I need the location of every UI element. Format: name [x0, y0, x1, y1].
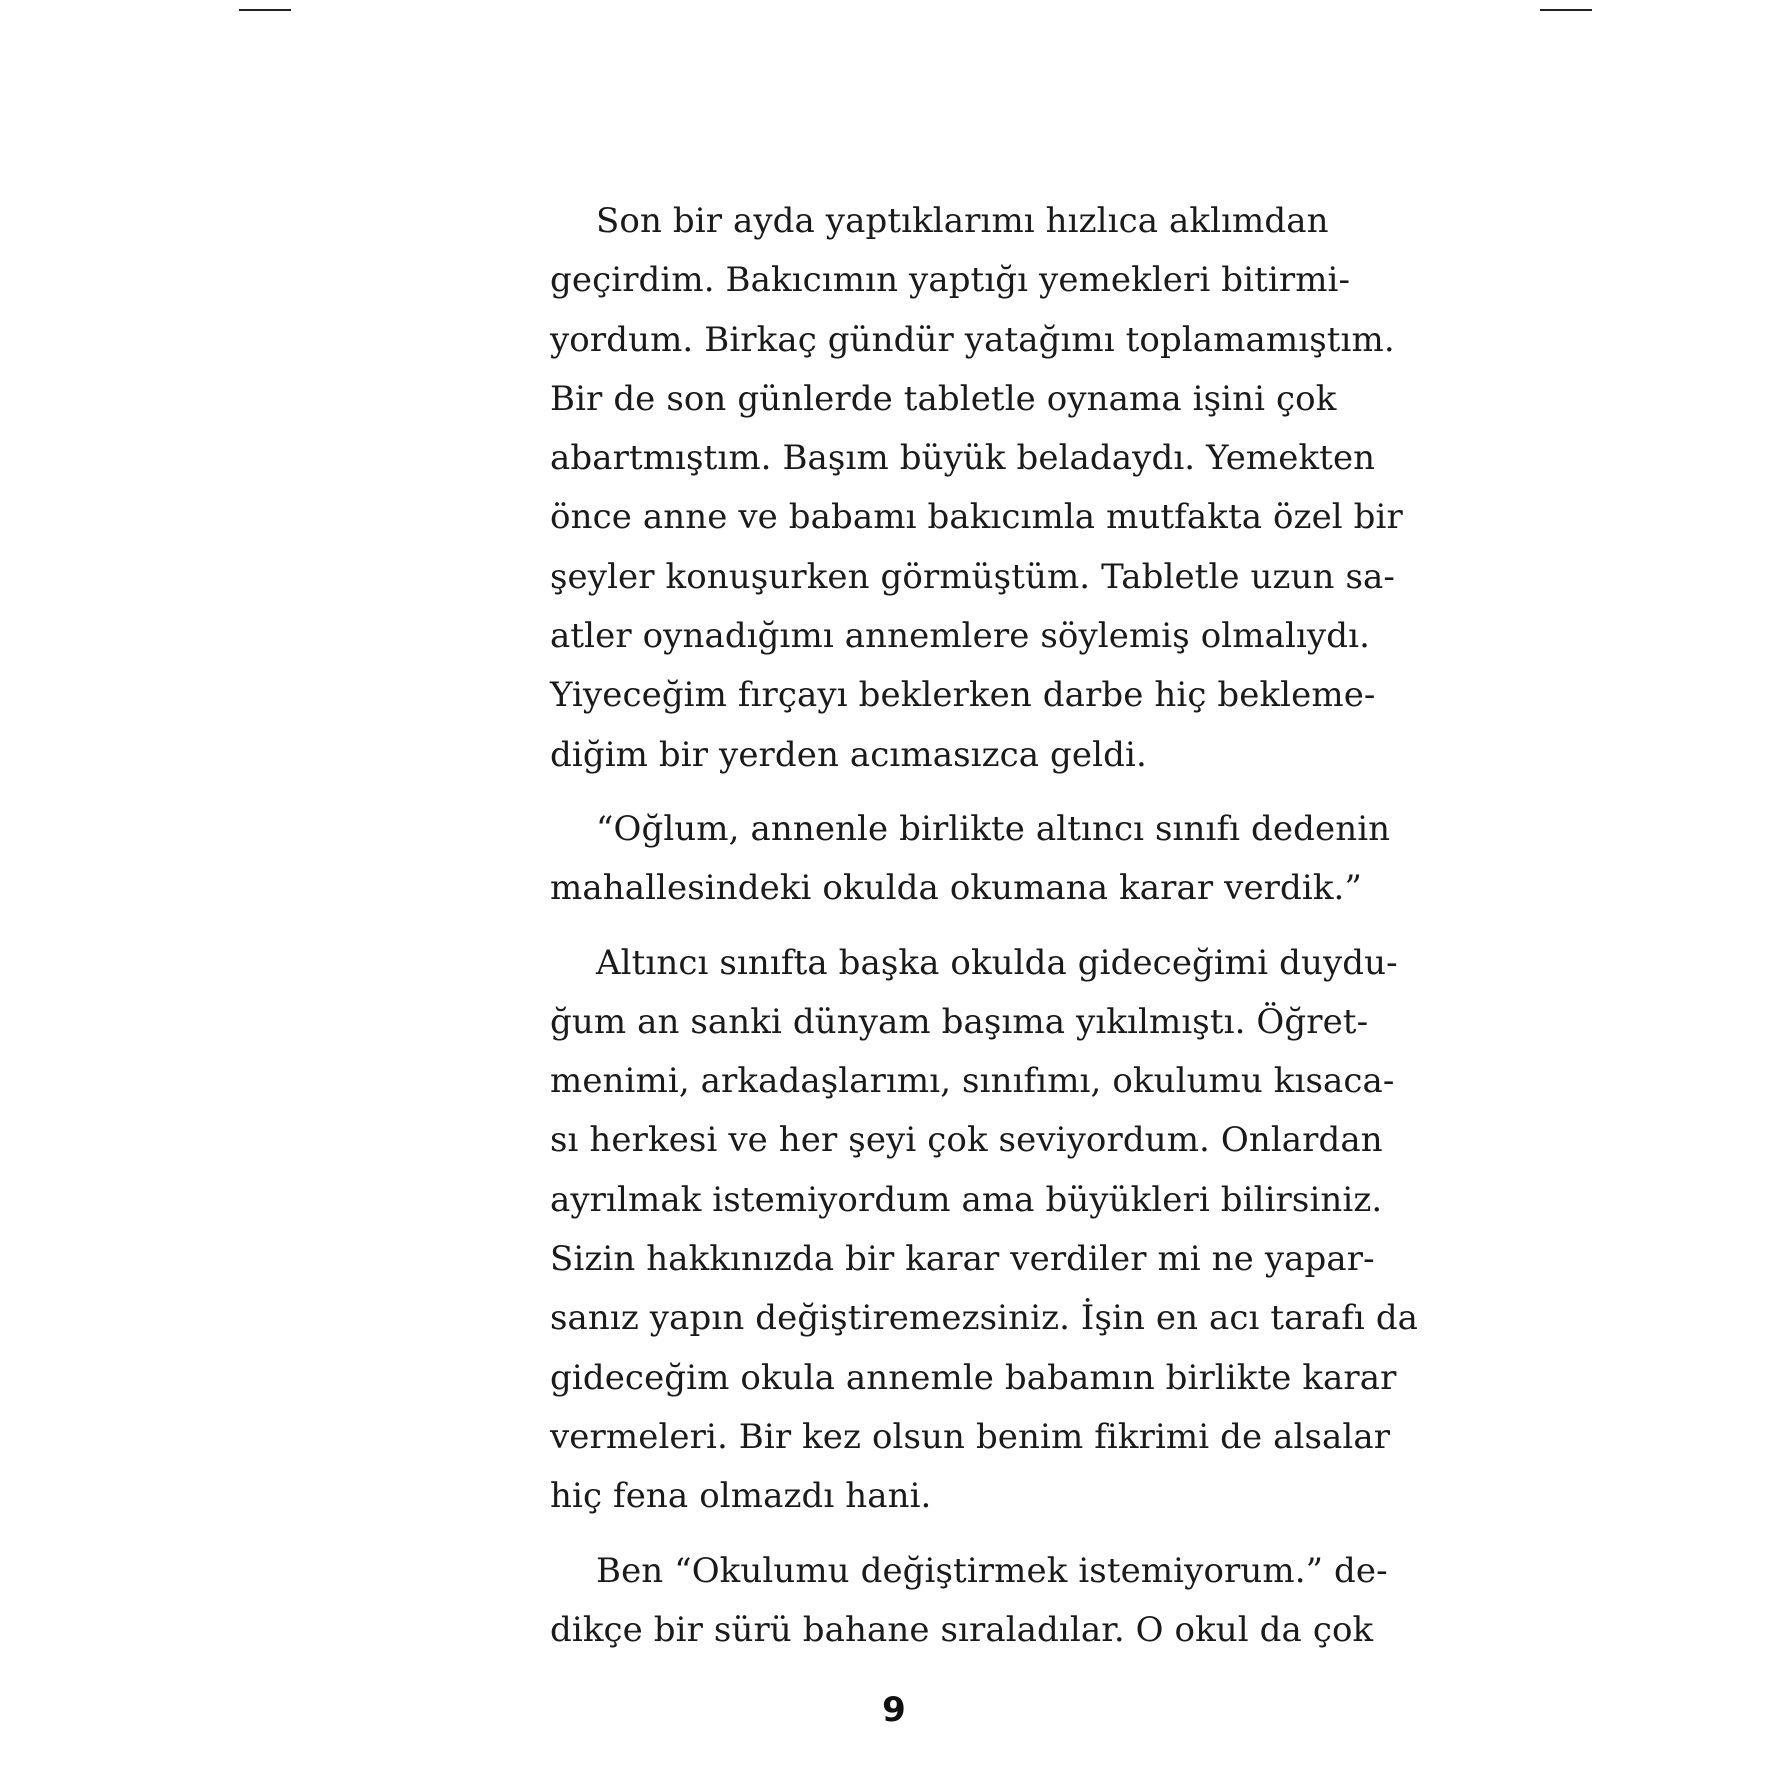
- text-line: diğim bir yerden acımasızca geldi.: [550, 734, 1147, 775]
- text-line: hiç fena olmazdı hani.: [550, 1476, 932, 1517]
- paragraph: [550, 1542, 1388, 1661]
- crop-mark-left: [239, 9, 291, 11]
- text-line: Sizin hakkınızda bir karar verdiler mi ne yapar-: [550, 1239, 1375, 1280]
- text-line: önce anne ve babamı bakıcımla mutfakta özel bir: [550, 497, 1403, 538]
- text-line: dikçe bir sürü bahane sıraladılar. O okul da çok: [550, 1609, 1374, 1650]
- text-line: gideceğim okula annemle babamın birlikte karar: [550, 1357, 1397, 1398]
- text-line: sanız yapın değiştiremezsiniz. İşin en acı tarafı da: [550, 1298, 1419, 1339]
- text-line: “Oğlum, annenle birlikte altıncı sınıfı dedenin: [596, 808, 1391, 849]
- body-text: [550, 192, 1419, 1660]
- text-line: Son bir ayda yaptıklarımı hızlıca aklımdan: [596, 201, 1329, 241]
- text-line: vermeleri. Bir kez olsun benim fikrimi de alsalar: [550, 1416, 1391, 1457]
- text-line: geçirdim. Bakıcımın yaptığı yemekleri bitirmi-: [550, 260, 1351, 301]
- text-line: Ben “Okulumu değiştirmek istemiyorum.” de-: [596, 1550, 1388, 1591]
- page-number: 9: [882, 1690, 906, 1730]
- crop-mark-right: [1540, 9, 1592, 11]
- text-line: menimi, arkadaşlarımı, sınıfımı, okulumu kısaca-: [550, 1061, 1395, 1102]
- text-line: Altıncı sınıfta başka okulda gideceğimi duydu-: [596, 942, 1398, 983]
- text-line: ğum an sanki dünyam başıma yıkılmıştı. Öğret-: [550, 1001, 1369, 1042]
- text-line: ayrılmak istemiyordum ama büyükleri bilirsiniz.: [550, 1179, 1383, 1220]
- paragraph: [550, 934, 1419, 1527]
- text-line: yordum. Birkaç gündür yatağımı toplamamıştım.: [550, 319, 1395, 360]
- paragraph: [550, 192, 1403, 785]
- text-line: Bir de son günlerde tabletle oynama işini çok: [550, 378, 1337, 419]
- text-line: atler oynadığımı annemlere söylemiş olmalıydı.: [550, 616, 1370, 657]
- paragraph: [550, 800, 1391, 919]
- text-line: sı herkesi ve her şeyi çok seviyordum. Onlardan: [550, 1120, 1383, 1161]
- text-line: Yiyeceğim fırçayı beklerken darbe hiç bekleme-: [550, 675, 1376, 716]
- text-line: abartmıştım. Başım büyük beladaydı. Yemekten: [550, 438, 1376, 479]
- text-line: şeyler konuşurken görmüştüm. Tabletle uzun sa-: [550, 556, 1395, 597]
- text-line: mahallesindeki okulda okumana karar verdik.”: [550, 868, 1362, 909]
